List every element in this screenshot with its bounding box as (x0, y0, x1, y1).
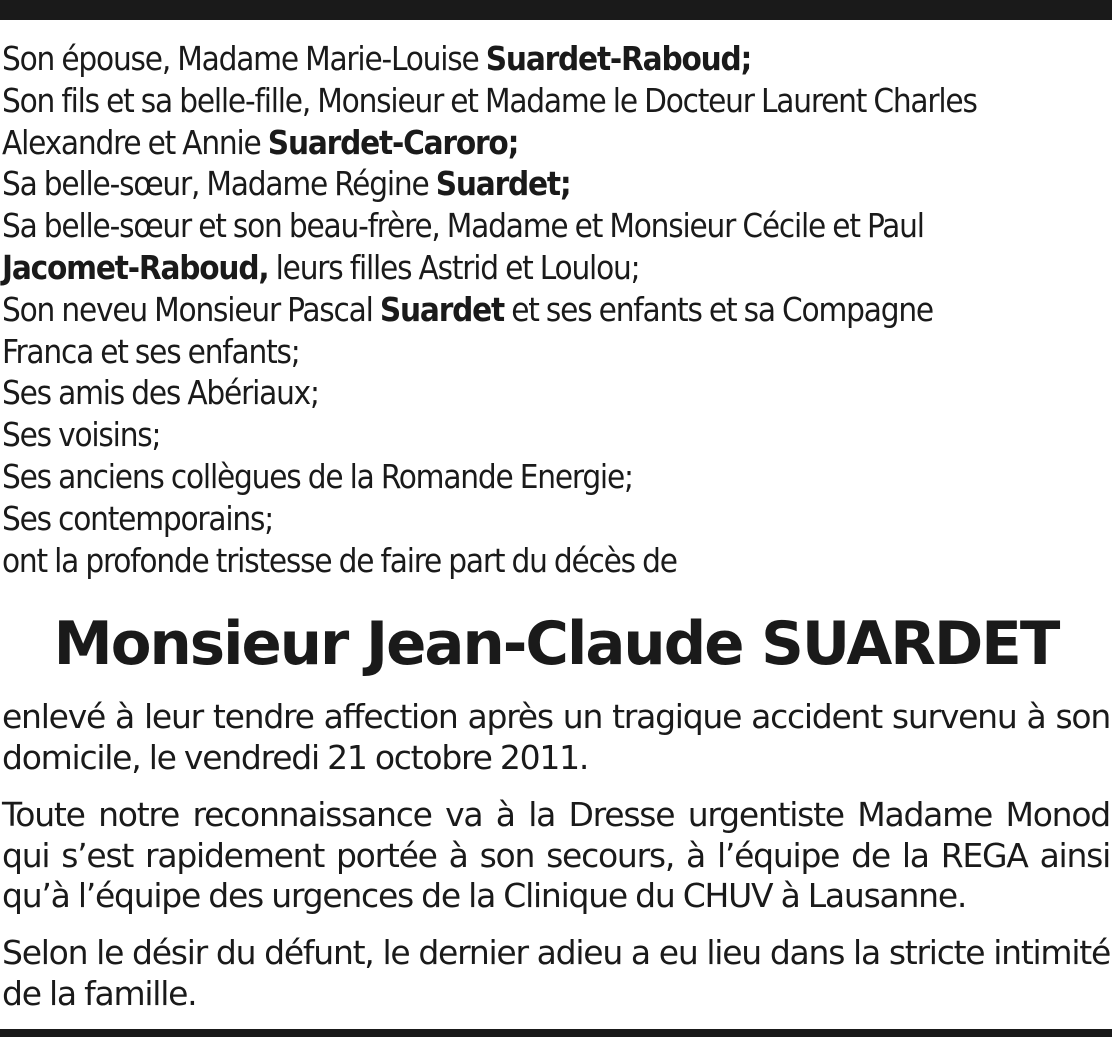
family-line-text: ont la profonde tristesse de faire part du décès de (2, 540, 677, 580)
farewell-paragraph: Selon le désir du défunt, le dernier adieu a eu lieu dans la stricte intimité de la famille. (2, 933, 1110, 1013)
family-line (2, 289, 1108, 331)
family-line-text: Son épouse, Madame Marie-Louise (2, 39, 486, 78)
thanks-paragraph: Toute notre reconnaissance va à la Dresse urgentiste Madame Monod qui s’est rapidement portée à son secours, à l’équipe de la REGA ainsi qu’à l’équipe des urgences de la Clinique du CHUV à Lausanne. (2, 795, 1110, 915)
family-line-text: Son fils et sa belle-fille, Monsieur et Madame le Docteur Laurent Charles (2, 80, 977, 120)
family-line-text: leurs filles Astrid et Loulou; (268, 247, 640, 287)
family-line-text: Son neveu Monsieur Pascal (2, 289, 380, 329)
family-line (2, 540, 1108, 582)
family-line (2, 38, 1108, 80)
family-line-surname: Suardet (379, 289, 505, 329)
family-line-text: et ses enfants et sa Compagne (504, 289, 933, 329)
family-line-text: Franca et ses enfants; (2, 331, 300, 371)
family-line (2, 331, 1108, 373)
family-line-surname: Suardet; (435, 164, 571, 204)
deceased-name: Monsieur Jean-Claude SUARDET (53, 609, 1059, 679)
family-line-text: Ses amis des Abériaux; (2, 373, 319, 413)
family-line (2, 456, 1108, 498)
family-line (2, 498, 1108, 540)
family-line-text: Ses contemporains; (2, 498, 274, 538)
circumstances-paragraph: enlevé à leur tendre affection après un tragique accident survenu à son domicile, le vendredi 21 octobre 2011. (2, 697, 1110, 777)
family-line (2, 122, 1108, 164)
family-line-surname: Suardet-Caroro; (267, 122, 519, 162)
family-line-text: Sa belle-sœur, Madame Régine (2, 164, 436, 204)
family-line (2, 414, 1108, 456)
family-line-text: Ses anciens collègues de la Romande Energie; (2, 456, 633, 496)
family-line (2, 372, 1108, 414)
family-line-text: Sa belle-sœur et son beau-frère, Madame et Monsieur Cécile et Paul (2, 206, 924, 246)
family-line-surname: Suardet-Raboud; (485, 39, 752, 78)
family-line (2, 247, 1108, 289)
family-line (2, 80, 1108, 122)
family-line (2, 205, 1108, 247)
family-line-surname: Jacomet-Raboud, (2, 247, 269, 287)
family-line (2, 163, 1108, 205)
top-rule (0, 0, 1112, 20)
family-line-text: Alexandre et Annie (2, 122, 268, 162)
family-line-text: Ses voisins; (2, 415, 161, 455)
family-list (2, 38, 1110, 581)
bottom-rule (0, 1029, 1112, 1037)
